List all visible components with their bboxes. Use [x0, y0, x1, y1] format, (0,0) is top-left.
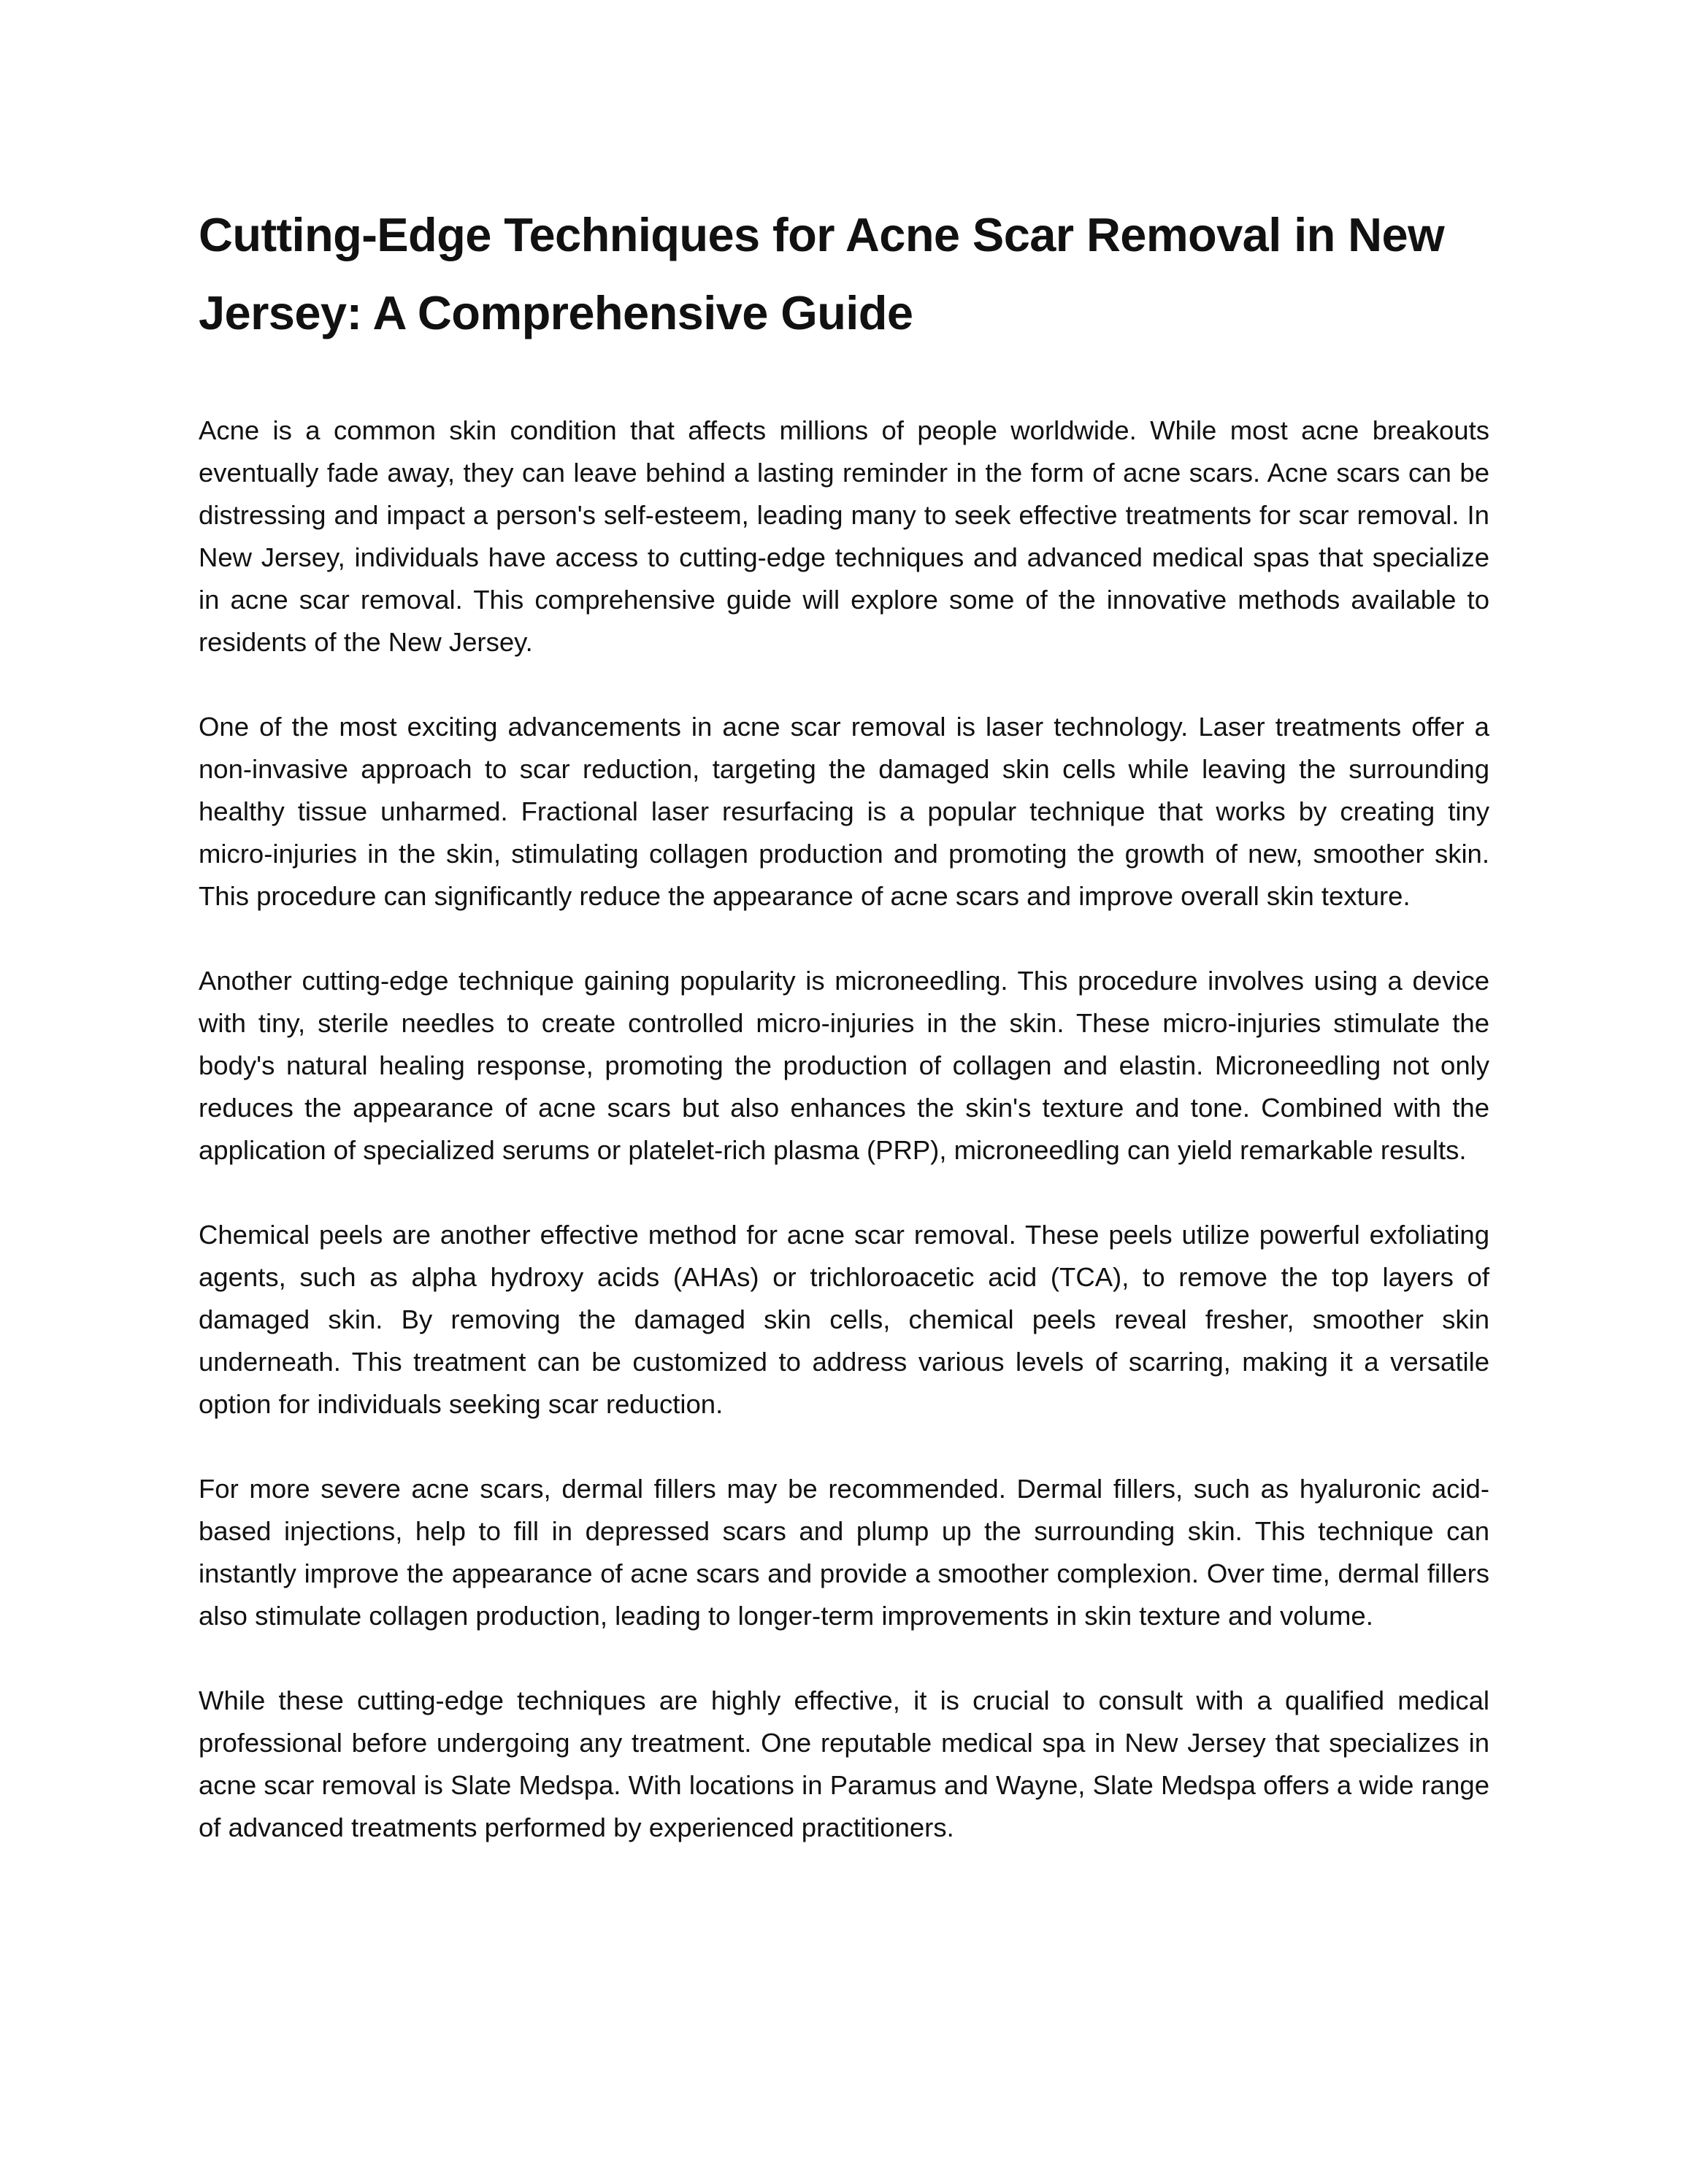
paragraph-intro: Acne is a common skin condition that affects millions of people worldwide. While most acne breakouts eventually fade away, they can leave behind a lasting reminder in the form of acne scars. Acne scars can be distressing and impact a person's self-esteem, leading many to seek effective treatments for scar removal. In New Jersey, individuals have access to cutting-edge techniques and advanced medical spas that specialize in acne scar removal. This comprehensive guide will explore some of the innovative methods available to residents of the New Jersey. — [199, 415, 1489, 657]
paragraph-dermal-fillers: For more severe acne scars, dermal fillers may be recommended. Dermal fillers, such as hyaluronic acid-based injections, help to fill in depressed scars and plump up the surrounding skin. This technique can instantly improve the appearance of acne scars and provide a smoother complexion. Over time, dermal fillers also stimulate collagen production, leading to longer-term improvements in skin texture and volume. — [199, 1474, 1489, 1631]
paragraph-consultation: While these cutting-edge techniques are highly effective, it is crucial to consult with a qualified medical professional before undergoing any treatment. One reputable medical spa in New Jersey that specializes in acne scar removal is Slate Medspa. With locations in Paramus and Wayne, Slate Medspa offers a wide range of advanced treatments performed by experienced practitioners. — [199, 1685, 1489, 1842]
document-title: Cutting-Edge Techniques for Acne Scar Removal in New Jersey: A Comprehensive Guide — [199, 208, 1445, 339]
paragraph-chemical-peels: Chemical peels are another effective method for acne scar removal. These peels utilize powerful exfoliating agents, such as alpha hydroxy acids (AHAs) or trichloroacetic acid (TCA), to remove the top layers of damaged skin. By removing the damaged skin cells, chemical peels reveal fresher, smoother skin underneath. This treatment can be customized to address various levels of scarring, making it a versatile option for individuals seeking scar reduction. — [199, 1220, 1489, 1419]
paragraph-microneedling: Another cutting-edge technique gaining popularity is microneedling. This procedure involves using a device with tiny, sterile needles to create controlled micro-injuries in the skin. These micro-injuries stimulate the body's natural healing response, promoting the production of collagen and elastin. Microneedling not only reduces the appearance of acne scars but also enhances the skin's texture and tone. Combined with the application of specialized serums or platelet-rich plasma (PRP), microneedling can yield remarkable results. — [199, 966, 1489, 1165]
paragraph-laser: One of the most exciting advancements in acne scar removal is laser technology. Laser treatments offer a non-invasive approach to scar reduction, targeting the damaged skin cells while leaving the surrounding healthy tissue unharmed. Fractional laser resurfacing is a popular technique that works by creating tiny micro-injuries in the skin, stimulating collagen production and promoting the growth of new, smoother skin. This procedure can significantly reduce the appearance of acne scars and improve overall skin texture. — [199, 712, 1489, 911]
document-page — [199, 196, 1489, 1849]
